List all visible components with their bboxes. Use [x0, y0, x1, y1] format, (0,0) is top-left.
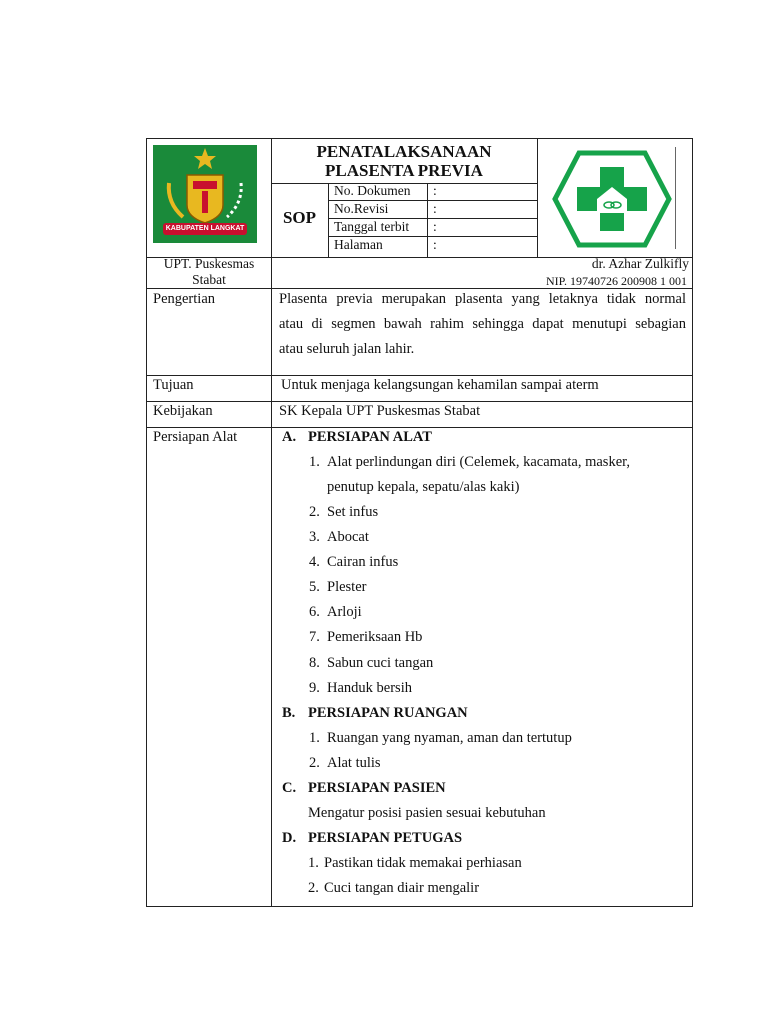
section-heading-petugas: PERSIAPAN PETUGAS	[308, 830, 463, 846]
alat-item-text: Set infus	[327, 504, 379, 520]
section-letter-b: B.	[282, 705, 296, 721]
meta-label-no-dokumen: No. Dokumen	[334, 183, 411, 198]
section-heading-ruangan: PERSIAPAN RUANGAN	[308, 705, 468, 721]
alat-item-text: Abocat	[327, 529, 369, 545]
alat-item-text: Sabun cuci tangan	[327, 655, 434, 671]
ruangan-item-number: 1.	[309, 730, 320, 746]
alat-item-text: Pemeriksaan Hb	[327, 629, 423, 645]
alat-item-text: Arloji	[327, 604, 362, 620]
tujuan-text: Untuk menjaga kelangsungan kehamilan sampai aterm	[281, 377, 599, 393]
meta-value-tanggal-terbit: :	[433, 219, 437, 234]
signer-nip: NIP. 19740726 200908 1 001	[545, 274, 687, 288]
meta-label-halaman: Halaman	[334, 237, 383, 252]
row-label-kebijakan: Kebijakan	[153, 403, 213, 419]
alat-item-number: 6.	[309, 604, 320, 620]
unit-name-line1: UPT. Puskesmas	[163, 256, 255, 271]
petugas-item-number: 2.	[308, 880, 319, 896]
puskesmas-logo	[547, 147, 677, 251]
pengertian-line-1: Plasenta previa merupakan plasenta yang letaknya tidak normal	[279, 291, 686, 307]
ruangan-item-text: Alat tulis	[327, 755, 381, 771]
meta-value-no-revisi: :	[433, 201, 437, 216]
alat-item-number: 4.	[309, 554, 320, 570]
alat-item-text: Handuk bersih	[327, 680, 412, 696]
header-divider-right	[537, 139, 538, 257]
alat-item-text: Alat perlindungan diri (Celemek, kacamata, masker,	[327, 454, 630, 470]
document-title-line2: PLASENTA PREVIA	[325, 161, 483, 180]
alat-item-number: 5.	[309, 579, 320, 595]
pengertian-line-2: atau di segmen bawah rahim sehingga dapat menutupi sebagian	[279, 316, 686, 332]
alat-item-text: Plester	[327, 579, 367, 595]
section-letter-d: D.	[282, 830, 297, 846]
meta-value-no-dokumen: :	[433, 183, 437, 198]
ruangan-item-number: 2.	[309, 755, 320, 771]
unit-name-line2: Stabat	[192, 272, 226, 287]
section-letter-a: A.	[282, 429, 297, 445]
section-heading-alat: PERSIAPAN ALAT	[308, 429, 432, 445]
ruangan-item-text: Ruangan yang nyaman, aman dan tertutup	[327, 730, 572, 746]
meta-label-no-revisi: No.Revisi	[334, 201, 389, 216]
kebijakan-text: SK Kepala UPT Puskesmas Stabat	[279, 403, 481, 419]
row-label-persiapan-alat: Persiapan Alat	[153, 429, 238, 445]
meta-divider-2	[427, 183, 428, 257]
meta-divider-1	[328, 183, 329, 257]
alat-item-number: 7.	[309, 629, 320, 645]
meta-value-halaman: :	[433, 237, 437, 252]
section-heading-pasien: PERSIAPAN PASIEN	[308, 780, 446, 796]
pengertian-line-3: atau seluruh jalan lahir.	[279, 341, 415, 357]
document-title-line1: PENATALAKSANAAN	[316, 142, 492, 161]
logo-edge-line	[675, 147, 676, 249]
section-letter-c: C.	[282, 780, 297, 796]
row-label-tujuan: Tujuan	[153, 377, 194, 393]
row-label-pengertian: Pengertian	[153, 291, 216, 307]
petugas-item-number: 1.	[308, 855, 319, 871]
alat-item-number: 9.	[309, 680, 320, 696]
alat-item-number: 3.	[309, 529, 320, 545]
puskesmas-cross-icon	[547, 147, 677, 251]
kabupaten-langkat-logo	[153, 145, 257, 243]
alat-item-number: 1.	[309, 454, 320, 470]
signer-name: dr. Azhar Zulkifly	[591, 256, 689, 271]
sop-label: SOP	[282, 208, 317, 227]
petugas-item-text: Pastikan tidak memakai perhiasan	[324, 855, 522, 871]
alat-item-number: 2.	[309, 504, 320, 520]
petugas-item-text: Cuci tangan diair mengalir	[324, 880, 480, 896]
logo-banner-text: KABUPATEN LANGKAT	[165, 225, 245, 232]
meta-label-tanggal-terbit: Tanggal terbit	[334, 219, 410, 234]
alat-item-continuation: penutup kepala, sepatu/alas kaki)	[327, 479, 520, 495]
alat-item-number: 8.	[309, 655, 320, 671]
pasien-text: Mengatur posisi pasien sesuai kebutuhan	[308, 805, 546, 821]
sop-document	[146, 138, 693, 907]
alat-item-text: Cairan infus	[327, 554, 399, 570]
column-divider	[271, 139, 272, 907]
